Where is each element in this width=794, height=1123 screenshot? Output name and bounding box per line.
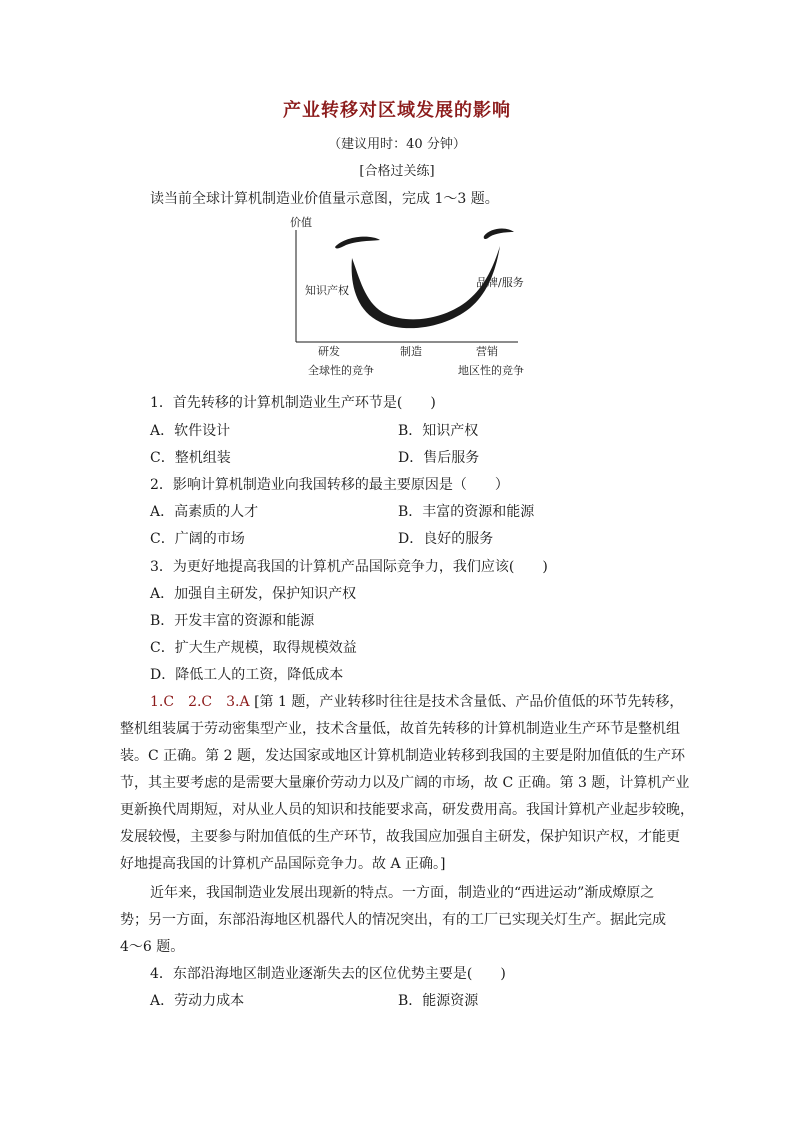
- passage-line: 近年来，我国制造业发展出现新的特点。一方面，制造业的“西进运动”渐成燎原之: [150, 885, 655, 901]
- question-3-stem: 3．为更好地提高我国的计算机产品国际竞争力，我们应该( ): [150, 559, 548, 575]
- y-axis-label: 价值: [290, 216, 312, 229]
- smile-curve-figure: [280, 210, 540, 380]
- answer-first-line: [150, 691, 683, 711]
- x-tick-label: 制造: [400, 345, 422, 358]
- question-3-option-d: D．降低工人的工资，降低成本: [150, 667, 344, 683]
- section-heading: [合格过关练]: [359, 164, 435, 179]
- question-1-option-a: A．软件设计: [150, 423, 231, 439]
- question-2-option-d: D．良好的服务: [398, 531, 494, 547]
- answer-explanation-line: 装。C 正确。第 2 题，发达国家或地区计算机制造业转移到我国的主要是附加值低的生产环: [120, 748, 685, 764]
- time-note: （建议用时：40 分钟）: [328, 137, 466, 152]
- question-2-option-a: A．高素质的人才: [150, 504, 259, 520]
- question-3-option-c: C．扩大生产规模，取得规模效益: [150, 640, 357, 656]
- answer-explanation-line: [第 1 题，产业转移时往往是技术含量低、产品价值低的环节先转移，: [254, 694, 684, 710]
- x-sub-label-right: 地区性的竞争: [458, 364, 524, 377]
- x-sub-label-left: 全球性的竞争: [308, 364, 374, 377]
- question-1-option-b: B．知识产权: [398, 423, 479, 439]
- question-4-option-a: A．劳动力成本: [150, 993, 245, 1009]
- right-brush-stroke: [484, 229, 514, 240]
- passage-line: 4～6 题。: [120, 939, 185, 955]
- left-curve-label: 知识产权: [305, 284, 349, 297]
- intro-text: 读当前全球计算机制造业价值量示意图，完成 1～3 题。: [150, 191, 499, 207]
- question-1-stem: 1．首先转移的计算机制造业生产环节是( ): [150, 395, 436, 411]
- x-tick-label: 研发: [318, 345, 340, 358]
- answer-explanation-line: 整机组装属于劳动密集型产业，技术含量低，故首先转移的计算机制造业生产环节是整机组: [120, 721, 680, 737]
- question-3-option-a: A．加强自主研发，保护知识产权: [150, 586, 357, 602]
- question-2-option-b: B．丰富的资源和能源: [398, 504, 535, 520]
- answer-explanation-line: 更新换代周期短，对从业人员的知识和技能要求高，研发费用高。我国计算机产业起步较晚，: [120, 802, 694, 818]
- answer-explanation-line: 发展较慢，主要参与附加值低的生产环节，故我国应加强自主研发，保护知识产权，才能更: [120, 829, 680, 845]
- question-4-option-b: B．能源资源: [398, 993, 479, 1009]
- answer-explanation-line: 节，其主要考虑的是需要大量廉价劳动力以及广阔的市场，故 C 正确。第 3 题，计算机产业: [120, 775, 690, 791]
- question-1-option-d: D．售后服务: [398, 450, 480, 466]
- question-2-option-c: C．广阔的市场: [150, 531, 245, 547]
- x-tick-label: 营销: [476, 345, 498, 358]
- right-curve-label: 品牌/服务: [476, 276, 524, 289]
- left-brush-stroke: [335, 237, 380, 249]
- answer-keys: 1.C 2.C 3.A: [150, 694, 250, 710]
- question-1-option-c: C．整机组装: [150, 450, 231, 466]
- page-title: 产业转移对区域发展的影响: [283, 100, 511, 121]
- question-4-stem: 4．东部沿海地区制造业逐渐失去的区位优势主要是( ): [150, 966, 506, 982]
- passage-line: 势；另一方面，东部沿海地区机器代人的情况突出，有的工厂已实现关灯生产。据此完成: [120, 912, 666, 928]
- answer-explanation-line: 好地提高我国的计算机产品国际竞争力。故 A 正确。]: [120, 856, 446, 872]
- question-2-stem: 2．影响计算机制造业向我国转移的最主要原因是（ ）: [150, 477, 509, 493]
- question-3-option-b: B．开发丰富的资源和能源: [150, 613, 315, 629]
